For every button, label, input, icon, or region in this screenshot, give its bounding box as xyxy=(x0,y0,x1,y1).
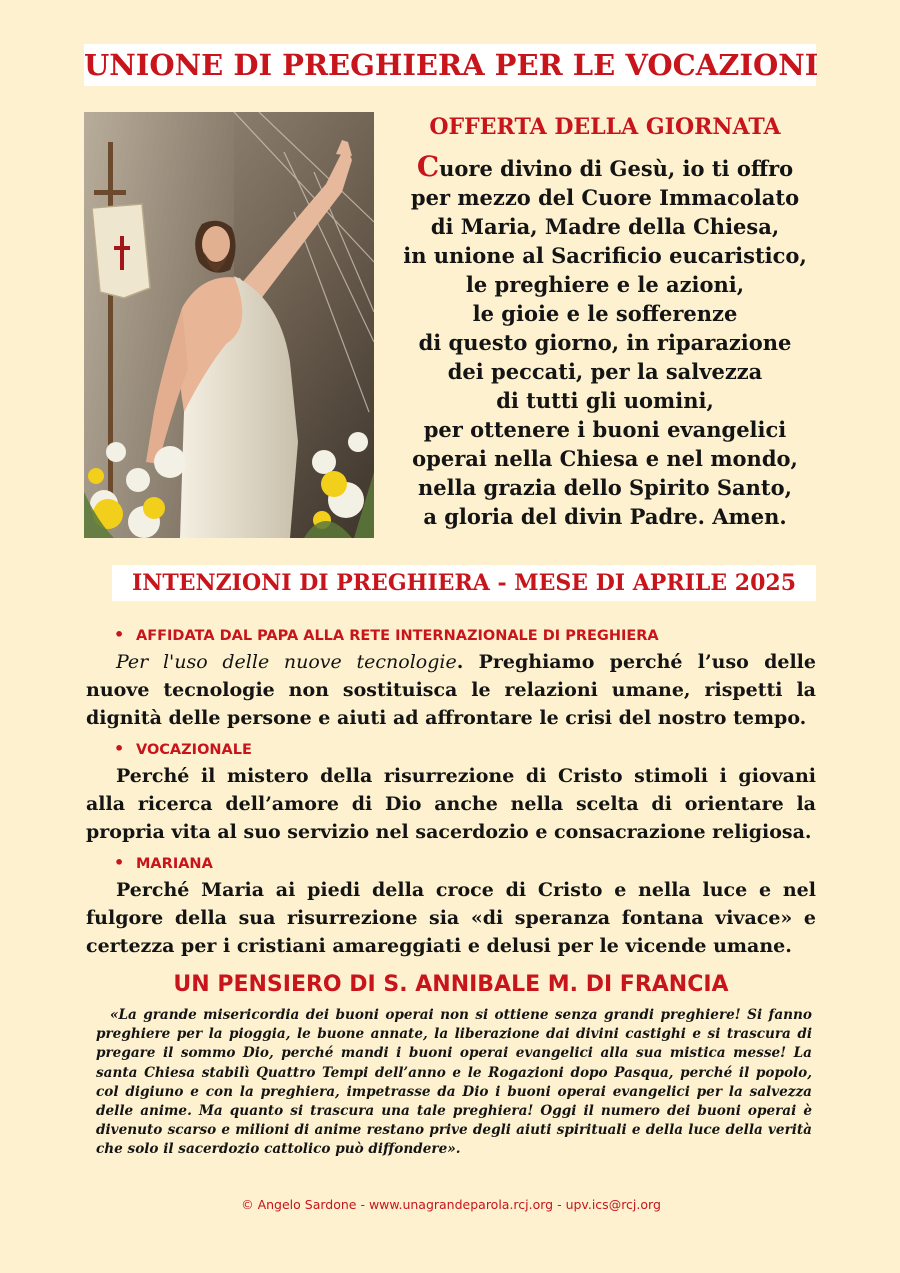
thought-quote: «La grande misericordia dei buoni operai non si ottiene senza grandi preghiere! Si fanno preghiere per la pioggia, le buone annate, la liberazione dai divini castighi e si trascura di pregare il sommo Dio, perché mandi i buoni operai evangelici alla sua mistica messe! La santa Chiesa stabilì Quattro Tempi dell’anno e le Rogazioni dopo Pasqua, perché il popolo, col digiuno e con la preghiera, impetrasse da Dio i buoni operai evangelici per la salvezza delle anime. Ma quanto si trascura una tale preghiera! Oggi il numero dei buoni operai è divenuto scarso e milioni di anime restano prive degli aiuti spirituali e della luce della verità che solo il sacerdozio cattolico può diffondere». xyxy=(96,1007,812,1158)
intentions-title: INTENZIONI DI PREGHIERA - MESE DI APRILE 2025 xyxy=(112,565,816,601)
intention-text xyxy=(86,876,816,960)
prayer-line: di tutti gli uomini, xyxy=(496,388,714,413)
page-title: UNIONE DI PREGHIERA PER LE VOCAZIONI xyxy=(84,44,816,86)
bullet-icon: • xyxy=(114,739,125,758)
prayer-line: in unione al Sacrificio eucaristico, xyxy=(403,243,807,268)
prayer-line: a gloria del divin Padre. Amen. xyxy=(423,504,787,529)
intention-text xyxy=(86,648,816,732)
intention-heading xyxy=(86,850,816,876)
prayer-line: le preghiere e le azioni, xyxy=(465,272,745,297)
drop-cap: C xyxy=(416,150,440,183)
prayer-line: per ottenere i buoni evangelici xyxy=(423,417,787,442)
risen-christ-statue-image xyxy=(84,112,374,538)
intention-heading-text: VOCAZIONALE xyxy=(136,742,252,758)
bullet-icon: • xyxy=(114,853,125,872)
intention-heading-text: AFFIDATA DAL PAPA ALLA RETE INTERNAZIONALE DI PREGHIERA xyxy=(136,628,659,644)
intention-body: Perché il mistero della risurrezione di Cristo stimoli i giovani alla ricerca dell’amore di Dio anche nella scelta di orientare la propria vita al suo servizio nel sacerdozio e consacrazione religiosa. xyxy=(86,765,816,843)
prayer-line: le gioie e le sofferenze xyxy=(472,301,738,326)
intention-lead: Per l'uso delle nuove tecnologie xyxy=(116,651,457,673)
footer-credits: © Angelo Sardone - www.unagrandeparola.rcj.org - upv.ics@rcj.org xyxy=(241,1197,661,1212)
intention-body: Perché Maria ai piedi della croce di Cristo e nella luce e nel fulgore della sua risurrezione sia «di speranza fontana vivace» e certezza per i cristiani amareggiati e delusi per le vicende umane. xyxy=(86,879,816,957)
intentions-list xyxy=(86,622,816,964)
offer-title: OFFERTA DELLA GIORNATA xyxy=(429,114,781,140)
prayer-line: operai nella Chiesa e nel mondo, xyxy=(412,446,798,471)
prayer-line: nella grazia dello Spirito Santo, xyxy=(418,475,792,500)
bullet-icon: • xyxy=(114,625,125,644)
prayer-line xyxy=(385,152,825,183)
intention-heading xyxy=(86,622,816,648)
prayer-line: di Maria, Madre della Chiesa, xyxy=(430,214,780,239)
thought-title: UN PENSIERO DI S. ANNIBALE M. DI FRANCIA xyxy=(173,972,729,997)
prayer-line-text: uore divino di Gesù, io ti offro xyxy=(439,156,794,181)
intention-heading-text: MARIANA xyxy=(136,856,213,872)
intention-heading xyxy=(86,736,816,762)
prayer-line: per mezzo del Cuore Immacolato xyxy=(410,185,800,210)
intention-body: . Preghiamo perché l’uso delle nuove tecnologie non sostituisca le relazioni umane, rispetti la dignità delle persone e aiuti ad affrontare le crisi del nostro tempo. xyxy=(86,651,816,729)
prayer-line: dei peccati, per la salvezza xyxy=(447,359,763,384)
intention-text xyxy=(86,762,816,846)
prayer-line: di questo giorno, in riparazione xyxy=(418,330,792,355)
offer-prayer xyxy=(385,152,825,531)
